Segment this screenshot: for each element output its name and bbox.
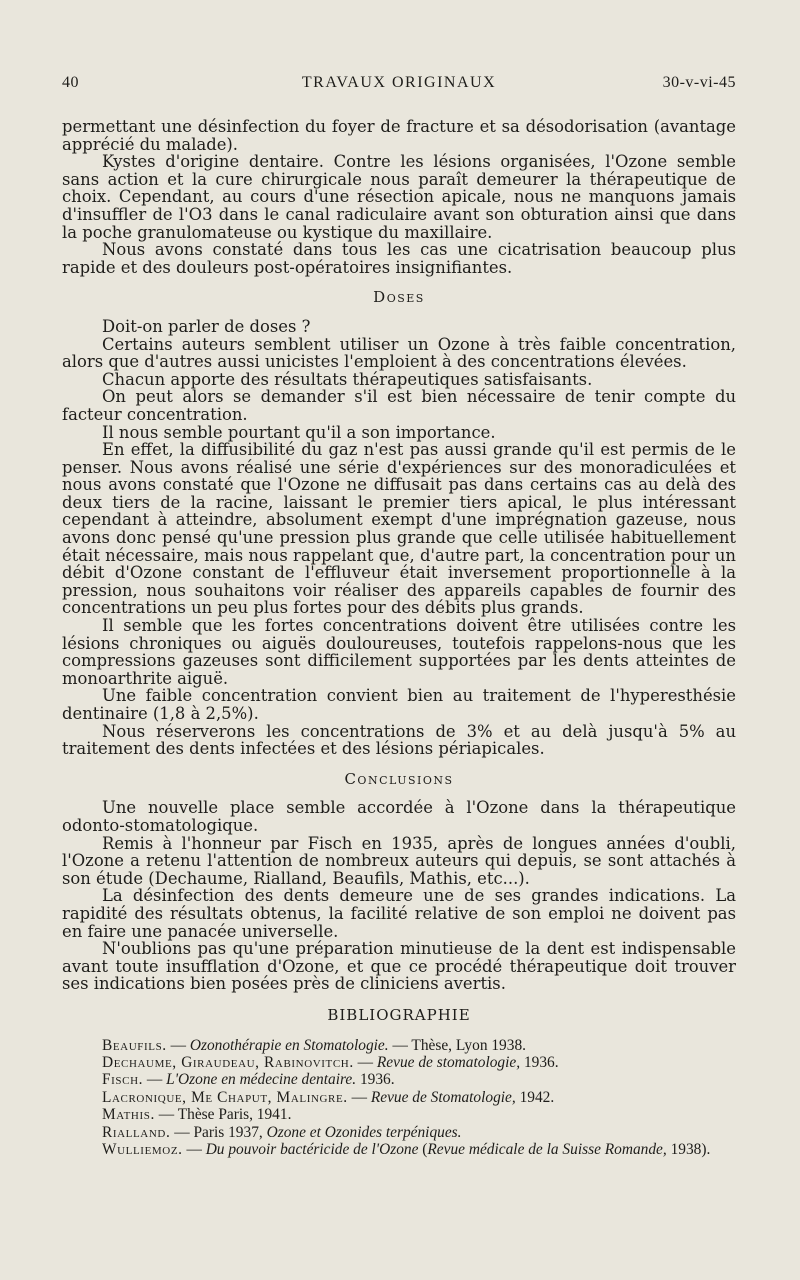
paragraph: permettant une désinfection du foyer de fracture et sa désodorisation (avantage apprécié du malade). [62,117,736,154]
paragraph: Nous réserverons les concentrations de 3% et au delà jusqu'à 5% au traitement des dents infectées et des lésions périapicales. [62,721,736,759]
bib-author: Lacronique, Me Chaput, Malingre. [102,1088,348,1106]
bib-separator: — [353,1053,377,1071]
paragraph: Il nous semble pourtant qu'il a son importance. [102,422,496,442]
bibliography-entry [62,1141,736,1158]
issue-date: 30-v-vi-45 [662,74,736,91]
paragraph: Kystes d'origine dentaire. Contre les lésions organisées, l'Ozone semble sans action et la cure chirurgicale nous paraît demeurer la thérapeutique de choix. Cependant, au cours d'une résection apicale, nous ne manquons jamais d'insuffler de l'O3 dans le canal radiculaire avant son obturation ainsi que dans la poche granulomateuse ou kystique du maxillaire. [62,152,736,242]
bib-details: 1938). [666,1140,711,1158]
bib-author: Fisch. [102,1071,144,1089]
bib-title: Ozonothérapie en Stomatologie. [189,1036,389,1054]
bib-title: Ozone et Ozonides terpéniques. [266,1123,462,1141]
bib-separator: — [154,1106,178,1124]
bib-separator: — [166,1036,190,1054]
bibliography-entry [62,1071,736,1088]
bib-details: Paris 1937, [193,1123,267,1141]
bib-details: Thèse Paris, 1941. [177,1106,292,1124]
bibliography-entry [62,1037,736,1054]
paragraph: Certains auteurs semblent utiliser un Ozone à très faible concentration, alors que d'autres aussi unicistes l'emploient à des concentrations élevées. [62,334,736,372]
bibliography-entry [62,1106,736,1123]
bib-title: Revue de stomatologie, [376,1053,521,1071]
bib-journal: Revue médicale de la Suisse Romande, [427,1140,667,1158]
bib-author: Rialland. [102,1123,171,1141]
paragraph: Une nouvelle place semble accordée à l'Ozone dans la thérapeutique odonto-stomatologique. [62,798,736,835]
bib-author: Wulliemoz. [102,1140,183,1158]
bib-author: Dechaume, Giraudeau, Rabinovitch. [102,1053,354,1071]
paragraph: En effet, la diffusibilité du gaz n'est pas aussi grande qu'il est permis de le penser. Nous avons réalisé une série d'expériences sur des monoradiculées et nous avons constaté que l'Ozone ne diffusait pas dans certains cas au delà des deux tiers de la racine, laissant le premier tiers apical, le plus intéressant cependant à atteindre, absolument exempt d'une imprégnation gazeuse, nous avons donc pensé qu'une pression plus grande que celle utilisée habituellement était nécessaire, mais nous rappelant que, d'autre part, la concentration pour un débit d'Ozone constant de l'effluveur était inversement proportionnelle à la pression, nous souhaitons voir réaliser des appareils capables de fournir des concentrations un peu plus fortes pour des débits plus grands. [62,440,736,618]
bib-author: Beaufils. [102,1036,167,1054]
paragraph: Nous avons constaté dans tous les cas une cicatrisation beaucoup plus rapide et des douleurs post-opératoires insignifiantes. [62,240,736,277]
paragraph: Doit-on parler de doses ? [102,316,311,336]
bibliography-entry [62,1124,736,1141]
bib-separator: — [347,1088,371,1106]
bibliography-entry [62,1054,736,1071]
bibliography-list [62,1037,736,1159]
bib-details: — Thèse, Lyon 1938. [388,1036,526,1054]
paragraph: On peut alors se demander s'il est bien nécessaire de tenir compte du facteur concentration. [62,387,736,424]
section-heading-bibliography: BIBLIOGRAPHIE [327,1005,471,1024]
bib-details: ( [418,1140,428,1158]
bib-details: 1936. [356,1071,395,1089]
bib-separator: — [182,1140,206,1158]
section-heading-doses: Doses [373,288,425,307]
paragraph: N'oublions pas qu'une préparation minutieuse de la dent est indispensable avant toute insufflation d'Ozone, et que ce procédé thérapeutique doit trouver ses indications bien posées près de cliniciens avertis. [62,939,736,994]
paragraph: Remis à l'honneur par Fisch en 1935, après de longues années d'oubli, l'Ozone a retenu l'attention de nombreux auteurs qui depuis, se sont attachés à son étude (Dechaume, Rialland, Beaufils, Mathis, etc...). [62,833,736,888]
bib-separator: — [143,1071,167,1089]
bib-details: 1936. [520,1053,559,1071]
paragraph: Chacun apporte des résultats thérapeutiques satisfaisants. [102,369,593,389]
journal-title: TRAVAUX ORIGINAUX [301,74,497,91]
bib-author: Mathis. [102,1106,155,1124]
paragraph: La désinfection des dents demeure une de ses grandes indications. La rapidité des résultats obtenus, la facilité relative de son emploi ne doivent pas en faire une panacée universelle. [62,886,736,941]
article-body [62,118,736,1158]
bib-title: Du pouvoir bactéricide de l'Ozone [205,1140,419,1158]
paragraph: Il semble que les fortes concentrations doivent être utilisées contre les lésions chroniques ou aiguës douloureuses, toutefois rappelons-nous que les compressions gazeuses sont difficilement supportées par les dents atteintes de monoarthrite aiguë. [62,616,736,688]
running-header [62,74,736,98]
page-number: 40 [62,74,79,91]
bib-separator: — [170,1123,194,1141]
bib-title: L'Ozone en médecine dentaire. [166,1071,357,1089]
section-heading-conclusions: Conclusions [344,769,454,788]
bib-details: 1942. [515,1088,555,1106]
bibliography-entry [62,1089,736,1106]
paragraph: Une faible concentration convient bien au traitement de l'hyperesthésie dentinaire (1,8 à 2,5%). [62,686,736,723]
bib-title: Revue de Stomatologie, [370,1088,516,1106]
